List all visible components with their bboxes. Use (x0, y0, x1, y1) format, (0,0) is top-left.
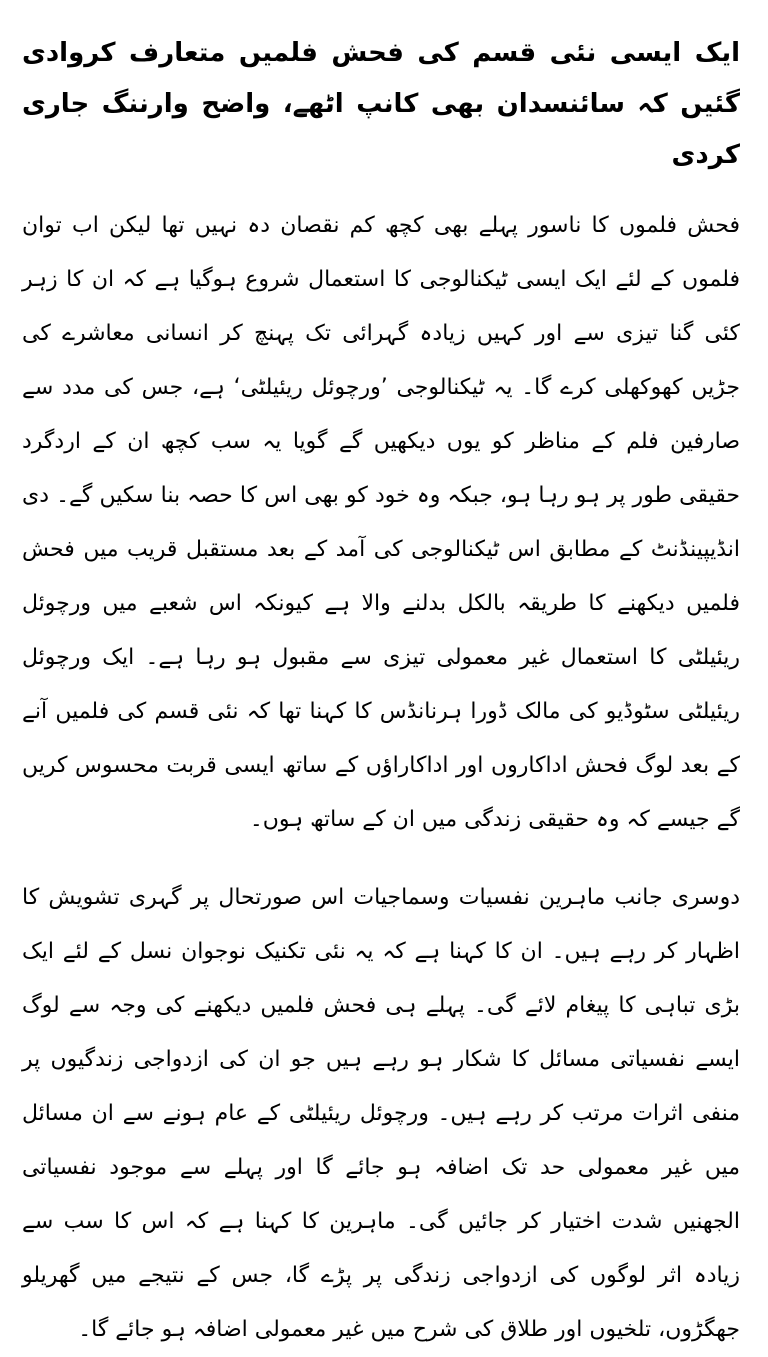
article-paragraph-2: دوسری جانب ماہرین نفسیات وسماجیات اس صورتحال پر گہری تشویش کا اظہار کر رہے ہیں۔ ان کا کہنا ہے کہ یہ نئی تکنیک نوجوان نسل کے لئے ایک بڑی تباہی کا پیغام لائے گی۔ پہلے ہی فحش فلمیں دیکھنے کی وجہ سے لوگ ایسے نفسیاتی مسائل کا شکار ہو رہے ہیں جو ان کی ازدواجی زندگیوں پر منفی اثرات مرتب کر رہے ہیں۔ ورچوئل ریئیلٹی کے عام ہونے سے ان مسائل میں غیر معمولی حد تک اضافہ ہو جائے گا اور پہلے سے موجود نفسیاتی الجھنیں شدت اختیار کر جائیں گی۔ ماہرین کا کہنا ہے کہ اس کا سب سے زیادہ اثر لوگوں کی ازدواجی زندگی پر پڑے گا، جس کے نتیجے میں گھریلو جھگڑوں، تلخیوں اور طلاق کی شرح میں غیر معمولی اضافہ ہو جائے گا۔ (22, 885, 740, 1342)
article-paragraph-1: فحش فلموں کا ناسور پہلے بھی کچھ کم نقصان دہ نہیں تھا لیکن اب توان فلموں کے لئے ایک ایسی ٹیکنالوجی کا استعمال شروع ہوگیا ہے کہ ان کا زہر کئی گنا تیزی سے اور کہیں زیادہ گہرائی تک پہنچ کر انسانی معاشرے کی جڑیں کھوکھلی کرے گا۔ یہ ٹیکنالوجی ’ورچوئل ریئیلٹی‘ ہے، جس کی مدد سے صارفین فلم کے مناظر کو یوں دیکھیں گے گویا یہ سب کچھ ان کے اردگرد حقیقی طور پر ہو رہا ہو، جبکہ وہ خود کو بھی اس کا حصہ بنا سکیں گے۔ دی انڈیپینڈنٹ کے مطابق اس ٹیکنالوجی کی آمد کے بعد مستقبل قریب میں فحش فلمیں دیکھنے کا طریقہ بالکل بدلنے والا ہے کیونکہ اس شعبے میں ورچوئل ریئیلٹی کا استعمال غیر معمولی تیزی سے مقبول ہو رہا ہے۔ ایک ورچوئل ریئیلٹی سٹوڈیو کی مالک ڈورا ہرنانڈس کا کہنا تھا کہ نئی قسم کی فلمیں آنے کے بعد لوگ فحش اداکاروں اور اداکاراؤں کے ساتھ ایسی قربت محسوس کریں گے جیسے کہ وہ حقیقی زندگی میں ان کے ساتھ ہوں۔ (22, 213, 740, 832)
article-headline: ایک ایسی نئی قسم کی فحش فلمیں متعارف کروادی گئیں کہ سائنسدان بھی کانپ اٹھے، واضح وارننگ جاری کردی (22, 38, 740, 170)
